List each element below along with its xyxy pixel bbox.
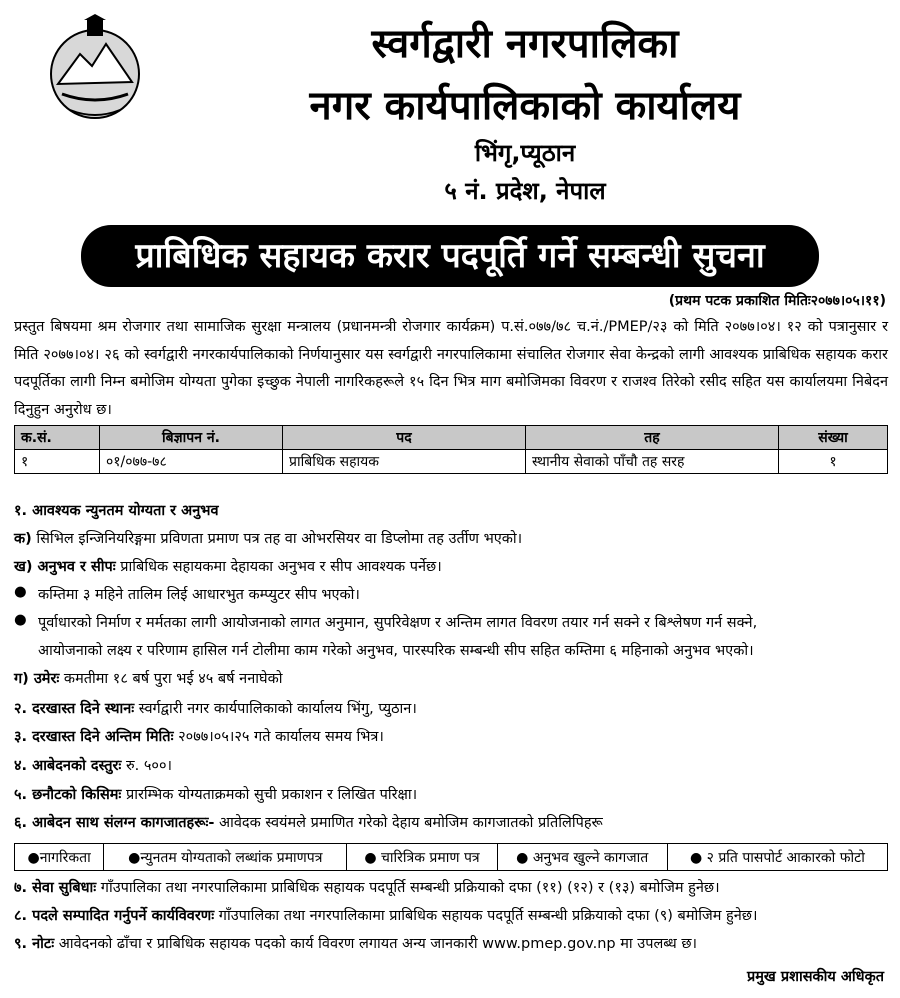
section-9: ९. नोटः आवेदनको ढाँचा र प्राबिधिक सहायक पदको कार्य विवरण लगायत अन्य जानकारी www.pmep.gov.np मा उपलब्ध छ। xyxy=(14,936,698,952)
municipality-title: स्वर्गद्वारी नगरपालिका xyxy=(371,21,679,67)
bullet-experience-line-2: आयोजनाको लक्ष्य र परिणाम हासिल गर्न टोलीमा काम गरेको अनुभव, पारस्परिक सम्बन्धी सीप सहित कम्तिमा ६ महिनाको अनुभव भएको। xyxy=(38,643,754,659)
signatory: प्रमुख प्रशासकीय अधिकृत xyxy=(747,969,884,985)
province-line: ५ नं. प्रदेश, नेपाल xyxy=(444,177,606,205)
section-2: २. दरखास्त दिने स्थानः स्वर्गद्वारी नगर कार्यपालिकाको कार्यालय भिंगु, प्युठान। xyxy=(14,701,417,717)
section-5: ५. छनौटको किसिमः प्रारम्भिक योग्यताक्रमको सुची प्रकाशन र लिखित परिक्षा। xyxy=(14,787,418,803)
column-header: संख्या xyxy=(779,426,888,450)
location-line: भिंगृ,प्यूठान xyxy=(474,139,576,167)
document-item: ● २ प्रति पासपोर्ट आकारको फोटो xyxy=(667,844,887,871)
document-item: ●न्युनतम योग्यताको लब्धांक प्रमाणपत्र xyxy=(104,844,347,871)
section-4: ४. आबेदनको दस्तुरः रु. ५००। xyxy=(14,758,172,774)
requirement-kha: ख) अनुभव र सीपः प्राबिधिक सहायकमा देहायका अनुभव र सीप आवश्यक पर्नेछ। xyxy=(14,559,442,575)
column-header: बिज्ञापन नं. xyxy=(100,426,283,450)
column-header: तह xyxy=(526,426,779,450)
document-item: ● अनुभव खुल्ने कागजात xyxy=(497,844,667,871)
bullet-icon: ● xyxy=(14,584,27,600)
notice-title-banner: प्राबिधिक सहायक करार पदपूर्ति गर्ने सम्बन्धी सुचना xyxy=(81,225,819,287)
nepal-emblem-icon xyxy=(40,14,150,124)
column-header: पद xyxy=(283,426,526,450)
section-3: ३. दरखास्त दिने अन्तिम मितिः २०७७।०५।२५ गते कार्यालय समय भित्र। xyxy=(14,729,384,745)
table-cell: १ xyxy=(15,450,100,474)
table-row xyxy=(15,844,888,871)
document-item: ● चारित्रिक प्रमाण पत्र xyxy=(347,844,497,871)
intro-paragraph: प्रस्तुत बिषयमा श्रम रोजगार तथा सामाजिक सुरक्षा मन्त्रालय (प्रधानमन्त्री रोजगार कार्यक्रम) प.सं.०७७/७८ च.नं./PMEP/२३ को मिति २०७७।०४। १२ को पत्रानुसार र मिति २०७७।०४। २६ को स्वर्गद्वारी नगरकार्यपालिकाको निर्णयानुसार यस स्वर्गद्वारी नगरपालिकामा संचालित रोजगार सेवा केन्द्रको लागी आवश्यक प्राबिधिक सहायक करार पदपूर्तिका लागी निम्न बमोजिम योग्यता पुगेका इच्छुक नेपाली नागरिकहरूले १५ दिन भित्र माग बमोजिमका विवरण र राजश्व तिरेको रसीद सहित यस कार्यालयमा निबेदन दिनुहुन अनुरोध छ। xyxy=(14,319,888,418)
office-title: नगर कार्यपालिकाको कार्यालय xyxy=(309,83,741,129)
table-cell: प्राबिधिक सहायक xyxy=(283,450,526,474)
column-header: क.सं. xyxy=(15,426,100,450)
requirement-ka: क) सिभिल इन्जिनियरिङ्गमा प्रविणता प्रमाण पत्र तह वा ओभरसियर वा डिप्लोमा तह उर्तीण भएको। xyxy=(14,531,523,547)
bullet-computer-skill: कम्तिमा ३ महिने तालिम लिई आधारभुत कम्प्युटर सीप भएको। xyxy=(38,587,360,603)
table-cell: स्थानीय सेवाको पाँचौ तह सरह xyxy=(526,450,779,474)
table-cell: १ xyxy=(779,450,888,474)
table-header-row xyxy=(15,426,888,450)
section-7: ७. सेवा सुबिधाः गाँउपालिका तथा नगरपालिकामा प्राबिधिक सहायक पदपूर्ति सम्बन्धी प्रक्रियाको दफा (११) (१२) र (१३) बमोजिम हुनेछ। xyxy=(14,880,720,896)
bullet-icon: ● xyxy=(14,612,27,628)
document-item: ●नागरिकता xyxy=(15,844,104,871)
table-row xyxy=(15,450,888,474)
section-1-heading: १. आवश्यक न्युनतम योग्यता र अनुभव xyxy=(14,503,219,519)
required-documents-table xyxy=(14,843,888,871)
table-cell: ०१/०७७-७८ xyxy=(100,450,283,474)
posts-table xyxy=(14,425,888,474)
section-6: ६. आबेदन साथ संलग्न कागजातहरूः- आवेदक स्वयंमले प्रमाणित गरेको देहाय बमोजिम कागजातको प्रतिलिपिहरू xyxy=(14,815,603,831)
bullet-experience-line-1: पूर्वाधारको निर्माण र मर्मतका लागी आयोजनाको लागत अनुमान, सुपरिवेक्षण र अन्तिम लागत विवरण तयार गर्न सक्ने र बिश्लेषण गर्न सक्ने, xyxy=(38,615,758,631)
section-8: ८. पदले सम्पादित गर्नुपर्ने कार्यविवरणः गाँउपालिका तथा नगरपालिकामा प्राबिधिक सहायक पदपूर्ति सम्बन्धी प्रक्रियाको दफा (९) बमोजिम हुनेछ। xyxy=(14,908,758,924)
requirement-age: ग) उमेरः कमतीमा १८ बर्ष पुरा भई ४५ बर्ष ननाघेको xyxy=(14,671,283,687)
published-date: (प्रथम पटक प्रकाशित मितिः२०७७।०५।११) xyxy=(668,293,886,309)
